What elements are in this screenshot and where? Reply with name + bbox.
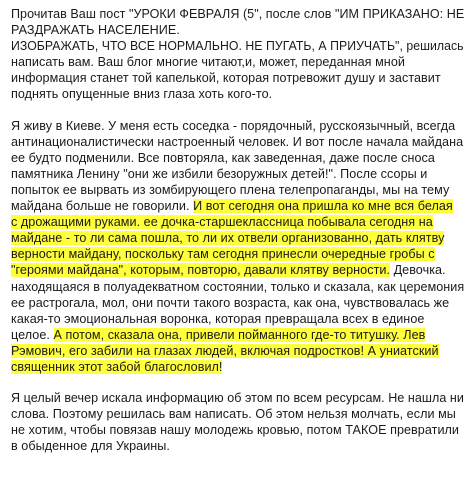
text-line: ее растрогала, мол, они почти такого возраста, как она, чувствовалась же xyxy=(11,295,450,310)
text-line: в обыденное для Украины. xyxy=(11,439,170,454)
highlighted-text: А потом, сказала она, привели пойманного где-то титушку. Лев xyxy=(53,327,426,342)
text-line: попыток ее вырвать из зомбирующего плена телепропаганды, мы на тему xyxy=(11,182,450,197)
text-segment: майдана больше не говорили. xyxy=(11,199,194,214)
text-line xyxy=(11,327,464,343)
paragraph-intro xyxy=(11,6,464,103)
paragraph-story xyxy=(11,118,464,376)
text-segment: целое. xyxy=(11,327,54,342)
text-line: написать вам. Ваш блог многие читают,и, может, переданная мной xyxy=(11,55,405,70)
text-line: РАЗДРАЖАТЬ НАСЕЛЕНИЕ. xyxy=(11,23,180,38)
text-line: не хотим, чтобы повязав нашу молодежь кровью, потом ТАКОЕ превратили xyxy=(11,423,460,438)
text-line: ИЗОБРАЖАТЬ, ЧТО ВСЕ НОРМАЛЬНО. НЕ ПУГАТЬ, А ПРИУЧАТЬ", решилась xyxy=(11,39,464,54)
text-line xyxy=(11,214,464,230)
highlighted-text: майдане - то ли сама пошла, то ли их отвели организованно, дать клятву xyxy=(11,231,445,246)
text-line: Я целый вечер искала информацию об этом по всем ресурсам. Не нашла ни xyxy=(11,391,464,406)
text-line: Прочитав Ваш пост "УРОКИ ФЕВРАЛЯ (5", после слов "ИМ ПРИКАЗАНО: НЕ xyxy=(11,7,465,21)
text-line xyxy=(11,262,464,278)
text-line: антинационалистически настроенный человек. И вот после начала майдана xyxy=(11,134,464,149)
text-line: информация станет той капелькой, которая потревожит душу и заставит xyxy=(11,71,441,86)
text-line: Я живу в Киеве. У меня есть соседка - порядочный, русскоязычный, всегда xyxy=(11,118,456,133)
highlighted-text: священник этот забой благословил! xyxy=(11,359,223,374)
text-line xyxy=(11,198,464,214)
text-line xyxy=(11,230,464,246)
text-line: ее будто подменили. Все повторяла, как заведенная, даже после сноса xyxy=(11,150,435,165)
highlighted-text: с дрожащими руками. ее дочка-старшеклассница побывала сегодня на xyxy=(11,215,433,230)
text-segment: Девочка. xyxy=(390,263,446,278)
text-line xyxy=(11,343,464,359)
text-line: слова. Поэтому решилась вам написать. Об этом нельзя молчать, если мы xyxy=(11,407,456,422)
highlighted-text: И вот сегодня она пришла ко мне вся белая xyxy=(193,199,453,214)
text-line: находящаяся в полуадекватном состоянии, только и сказала, как церемония xyxy=(11,279,465,294)
highlighted-text: верности майдану, поскольку там сегодня принесли очередные гробы с xyxy=(11,247,435,262)
text-line xyxy=(11,246,464,262)
paragraph-conclusion xyxy=(11,390,464,454)
text-line xyxy=(11,359,464,375)
text-line: какая-то эмоциональная воронка, которая превращала всех в единое xyxy=(11,311,425,326)
highlighted-text: Рэмович, его забили на глазах людей, включая подростков! А униатский xyxy=(11,343,439,358)
text-line: памятника Ленину "они же избили безоружных детей!". После ссоры и xyxy=(11,166,428,181)
text-line: поднять опущенные вниз глаза хоть кого-то. xyxy=(11,87,273,102)
highlighted-text: "героями майдана", которым, повторю, давали клятву верности. xyxy=(11,263,391,278)
